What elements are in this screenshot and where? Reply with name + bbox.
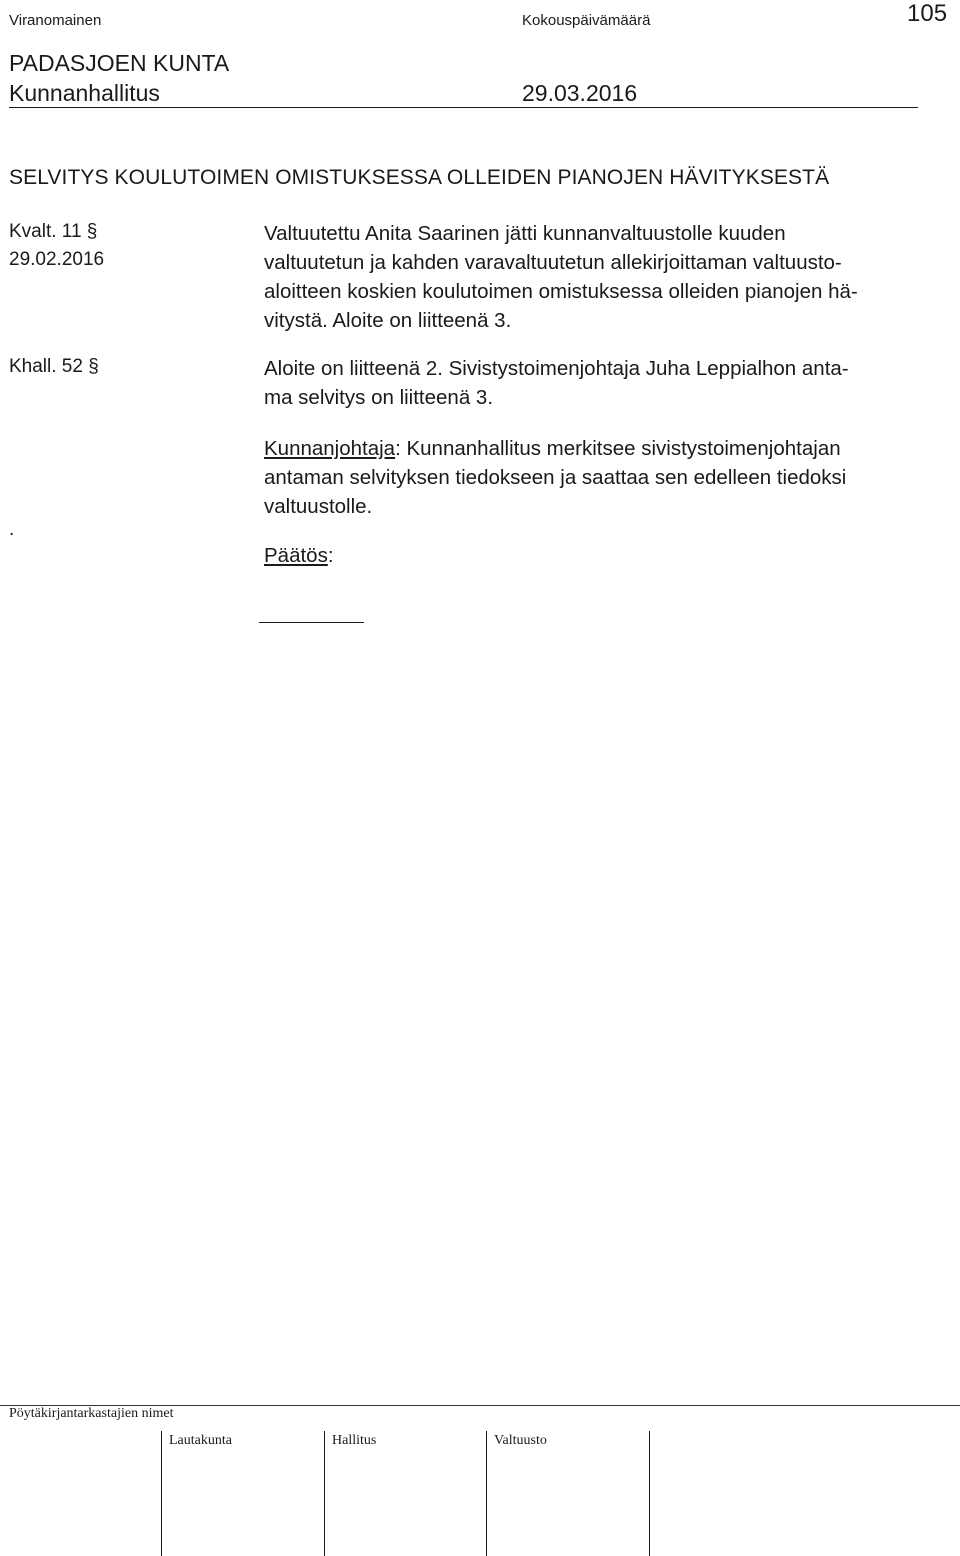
footer-col-hallitus: Hallitus <box>332 1433 377 1448</box>
footer-column-divider <box>649 1431 650 1556</box>
decision-colon: : <box>327 544 334 567</box>
kvalt-line-4: vitystä. Aloite on liitteenä 3. <box>264 309 512 332</box>
decision-blank-line <box>259 622 364 623</box>
page-number: 105 <box>907 0 948 27</box>
kvalt-line-2: valtuutetun ja kahden varavaltuutetun allekirjoittaman valtuusto- <box>264 251 842 274</box>
kvalt-date: 29.02.2016 <box>9 249 105 270</box>
decision-line <box>264 541 334 570</box>
footer-column-divider <box>324 1431 325 1556</box>
date-label: Kokouspäivämäärä <box>522 12 651 29</box>
decision-label: Päätös <box>264 544 328 567</box>
stray-dot: . <box>9 519 15 540</box>
proposal-block <box>264 434 944 521</box>
kvalt-line-1: Valtuutettu Anita Saarinen jätti kunnanvaltuustolle kuuden <box>264 222 786 245</box>
proposal-line-2: antaman selvityksen tiedokseen ja saattaa sen edelleen tiedoksi <box>264 466 847 489</box>
khall-line-2: ma selvitys on liitteenä 3. <box>264 386 494 409</box>
meeting-date: 29.03.2016 <box>522 80 638 106</box>
khall-body <box>264 354 944 412</box>
governing-body: Kunnanhallitus <box>9 80 160 106</box>
page-title: SELVITYS KOULUTOIMEN OMISTUKSESSA OLLEIDEN PIANOJEN HÄVITYKSESTÄ <box>9 166 830 189</box>
verifiers-label: Pöytäkirjantarkastajien nimet <box>9 1406 174 1421</box>
kvalt-reference: Kvalt. 11 § <box>9 221 98 242</box>
authority-label: Viranomainen <box>9 12 102 29</box>
kvalt-body <box>264 219 944 335</box>
municipality-name: PADASJOEN KUNTA <box>9 50 230 76</box>
footer-divider <box>0 1405 960 1406</box>
proposal-label: Kunnanjohtaja <box>264 437 396 460</box>
kvalt-line-3: aloitteen koskien koulutoimen omistuksessa olleiden pianojen hä- <box>264 280 858 303</box>
footer-column-divider <box>486 1431 487 1556</box>
khall-line-1: Aloite on liitteenä 2. Sivistystoimenjohtaja Juha Leppialhon anta- <box>264 357 849 380</box>
proposal-line-1 <box>264 434 944 463</box>
khall-reference: Khall. 52 § <box>9 356 99 377</box>
header-divider <box>9 107 918 108</box>
footer-col-valtuusto: Valtuusto <box>494 1433 547 1448</box>
proposal-line-3: valtuustolle. <box>264 495 373 518</box>
proposal-text-1: : Kunnanhallitus merkitsee sivistystoimenjohtajan <box>395 437 841 460</box>
footer-column-divider <box>161 1431 162 1556</box>
footer-col-lautakunta: Lautakunta <box>169 1433 232 1448</box>
